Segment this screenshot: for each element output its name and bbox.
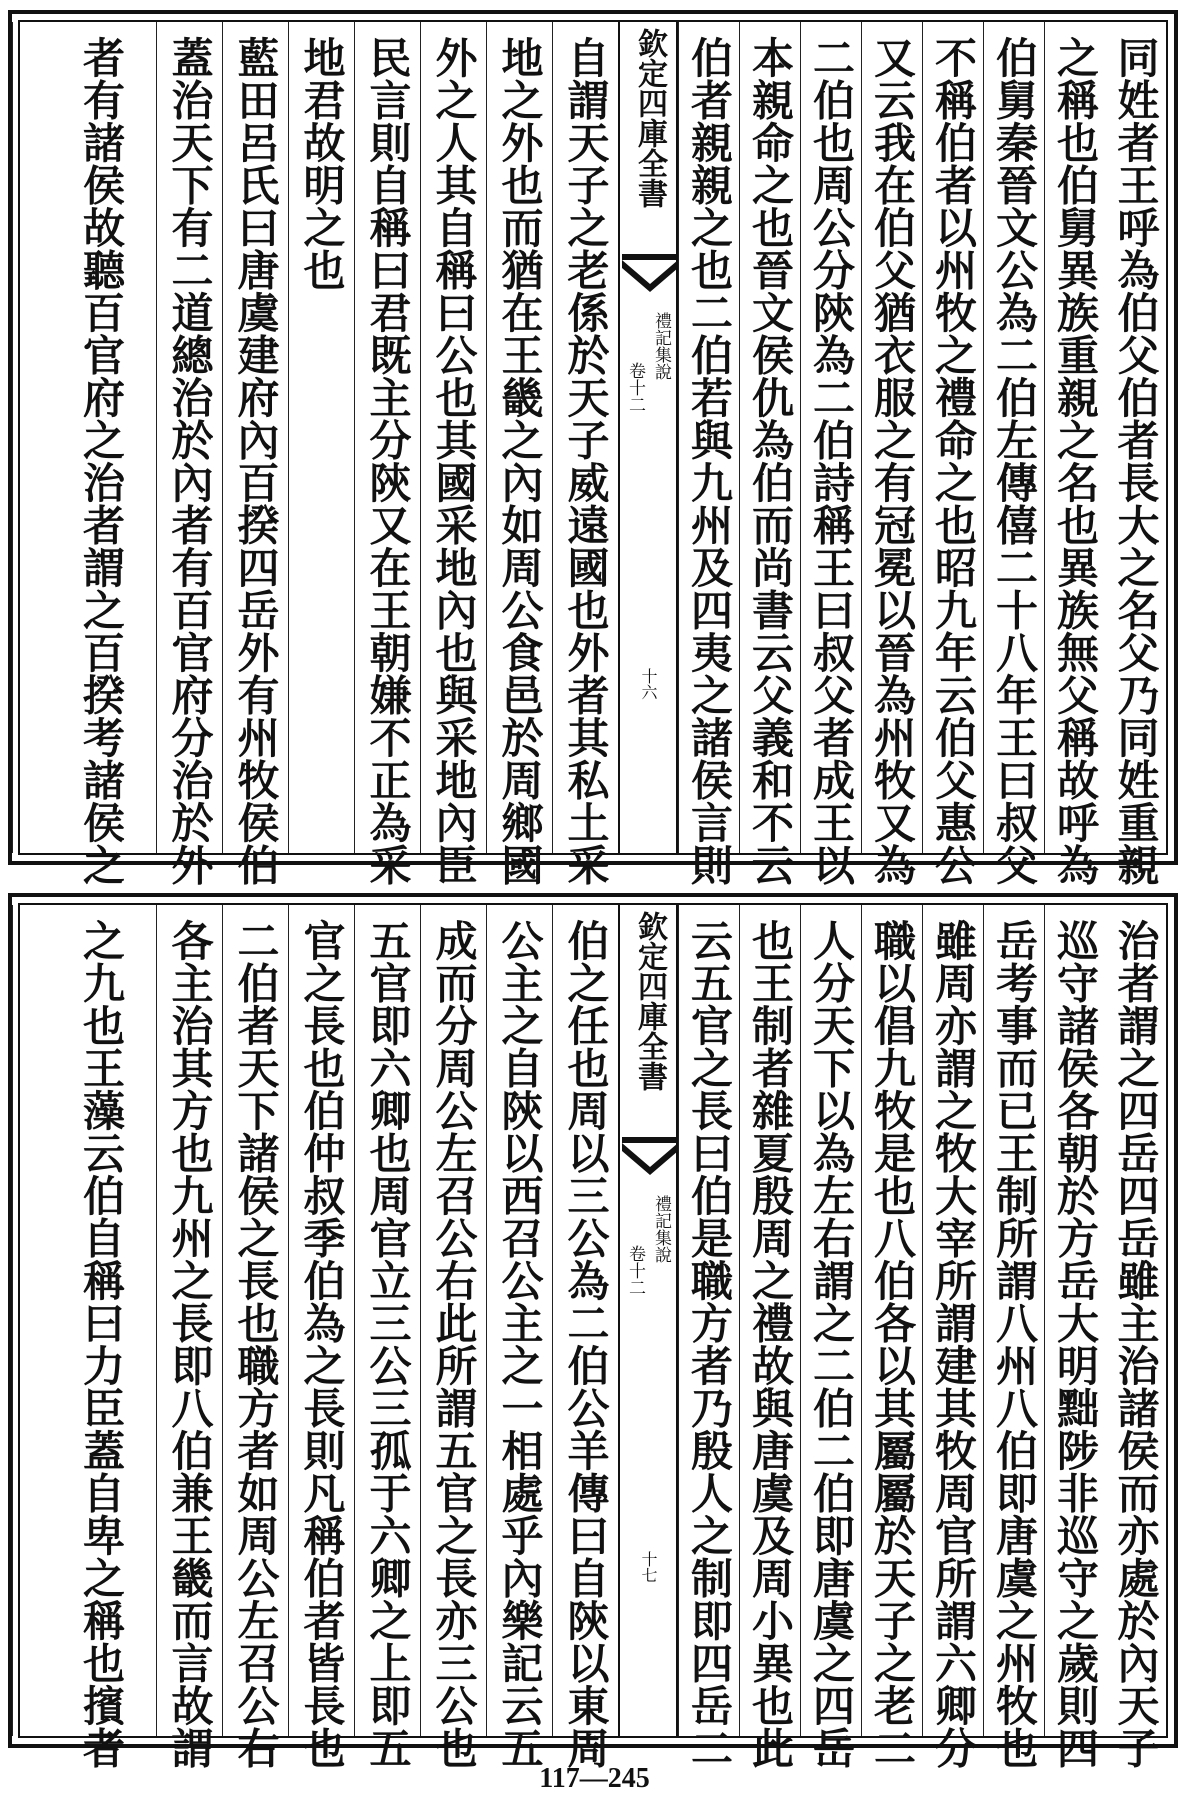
text-column <box>222 905 288 1769</box>
volume-label: 卷十二 <box>625 362 645 413</box>
column-text: 各主治其方也九州之長即八伯兼王畿而言故謂 <box>165 919 215 1769</box>
column-text: 伯者親親之也二伯若與九州及四夷之諸侯言則 <box>685 36 734 886</box>
text-column <box>800 905 861 1769</box>
text-column <box>983 905 1044 1769</box>
page-top <box>8 10 1178 886</box>
column-text: 成而分周公左召公右此所謂五官之長亦三公也 <box>429 919 479 1769</box>
text-column <box>1105 905 1166 1769</box>
text-column <box>861 905 922 1769</box>
column-text: 又云我在伯父猶衣服之有冠冕以晉為州牧又為 <box>868 36 917 886</box>
column-text: 雖周亦謂之牧大宰所謂建其牧周官所謂六卿分 <box>929 919 978 1769</box>
center-fold-column <box>618 22 678 853</box>
collection-title: 欽定四庫全書 <box>632 28 667 208</box>
page-number: 117—245 <box>539 1763 650 1794</box>
column-text: 之九也王藻云伯自稱曰力臣蓋自卑之稱也擯者 <box>77 919 126 1769</box>
volume-label: 卷十二 <box>625 1245 645 1296</box>
column-text: 也王制者雜夏殷周之禮故與唐虞及周小異也此 <box>746 919 795 1769</box>
column-text: 伯之任也周以三公為二伯公羊傳曰自陝以東周 <box>561 919 611 1769</box>
page-bottom <box>8 893 1178 1769</box>
column-text: 二伯也周公分陝為二伯詩稱王曰叔父者成王以 <box>807 36 856 886</box>
folio-number: 十七 <box>639 1551 658 1583</box>
column-text: 蓋治天下有二道總治於內者有百官府分治於外 <box>165 36 215 886</box>
text-column <box>420 905 486 1769</box>
page-bottom-frame <box>18 903 1168 1769</box>
text-column <box>288 905 354 1769</box>
text-column <box>739 22 800 886</box>
text-column <box>288 22 354 853</box>
text-column <box>861 22 922 886</box>
text-column <box>222 22 288 886</box>
column-text: 岳考事而已王制所謂八州八伯即唐虞之州牧也 <box>990 919 1039 1769</box>
center-fold-column <box>618 905 678 1736</box>
column-text: 伯舅秦晉文公為二伯左傳僖二十八年王曰叔父 <box>990 36 1039 886</box>
text-column <box>354 905 420 1769</box>
column-text: 五官即六卿也周官立三公三孤于六卿之上即五 <box>363 919 413 1769</box>
column-text: 不稱伯者以州牧之禮命之也昭九年云伯父惠公 <box>929 36 978 886</box>
text-column <box>1044 905 1105 1769</box>
column-text: 巡守諸侯各朝於方岳大明黜陟非巡守之歲則四 <box>1051 919 1100 1769</box>
book-title: 禮記集說 <box>651 312 671 380</box>
folio-number: 十六 <box>639 668 658 700</box>
column-text: 地之外也而猶在王畿之內如周公食邑於周鄉國 <box>495 36 545 886</box>
text-column <box>156 905 222 1769</box>
column-text: 者有諸侯故聽百官府之治者謂之百揆考諸侯之 <box>77 36 126 886</box>
text-column <box>678 905 739 1769</box>
text-column <box>739 905 800 1769</box>
column-text: 自謂天子之老係於天子威遠國也外者其私土采 <box>561 36 611 886</box>
column-text: 公主之自陝以西召公主之一相處乎內樂記云五 <box>495 919 545 1769</box>
text-column <box>800 22 861 886</box>
text-column <box>12 905 156 1769</box>
book-title: 禮記集說 <box>651 1195 671 1263</box>
text-column <box>922 22 983 886</box>
text-column <box>420 22 486 886</box>
text-column <box>12 22 156 886</box>
text-column <box>552 905 618 1769</box>
text-column <box>922 905 983 1769</box>
column-text: 藍田呂氏曰唐虞建府內百揆四岳外有州牧侯伯 <box>231 36 281 886</box>
text-column <box>354 22 420 886</box>
text-column <box>983 22 1044 886</box>
column-text: 職以倡九牧是也八伯各以其屬屬於天子之老二 <box>868 919 917 1769</box>
column-text: 同姓者王呼為伯父伯者長大之名父乃同姓重親 <box>1111 36 1161 886</box>
column-text: 官之長也伯仲叔季伯為之長則凡稱伯者皆長也 <box>297 919 347 1769</box>
text-column <box>156 22 222 886</box>
text-column <box>1105 22 1166 886</box>
collection-title: 欽定四庫全書 <box>632 911 667 1091</box>
column-text: 二伯者天下諸侯之長也職方者如周公左召公右 <box>231 919 281 1769</box>
column-text: 之稱也伯舅異族重親之名也異族無父稱故呼為 <box>1051 36 1100 886</box>
column-text: 本親命之也晉文侯仇為伯而尚書云父義和不云 <box>746 36 795 886</box>
column-text: 治者謂之四岳四岳雖主治諸侯而亦處於內天子 <box>1111 919 1161 1769</box>
text-column <box>1044 22 1105 886</box>
column-text: 地君故明之也 <box>297 36 347 291</box>
fish-tail-mark <box>622 1137 678 1177</box>
page-top-frame <box>18 20 1168 886</box>
text-column <box>486 905 552 1769</box>
column-text: 民言則自稱曰君既主分陝又在王朝嫌不正為采 <box>363 36 413 886</box>
column-text: 云五官之長曰伯是職方者乃殷人之制即四岳二 <box>685 919 734 1769</box>
text-column <box>552 22 618 886</box>
text-column <box>678 22 739 886</box>
fish-tail-mark <box>622 254 678 294</box>
column-text: 外之人其自稱曰公也其國采地內也與采地內臣 <box>429 36 479 886</box>
column-text: 人分天下以為左右謂之二伯二伯即唐虞之四岳 <box>807 919 856 1769</box>
text-column <box>486 22 552 886</box>
